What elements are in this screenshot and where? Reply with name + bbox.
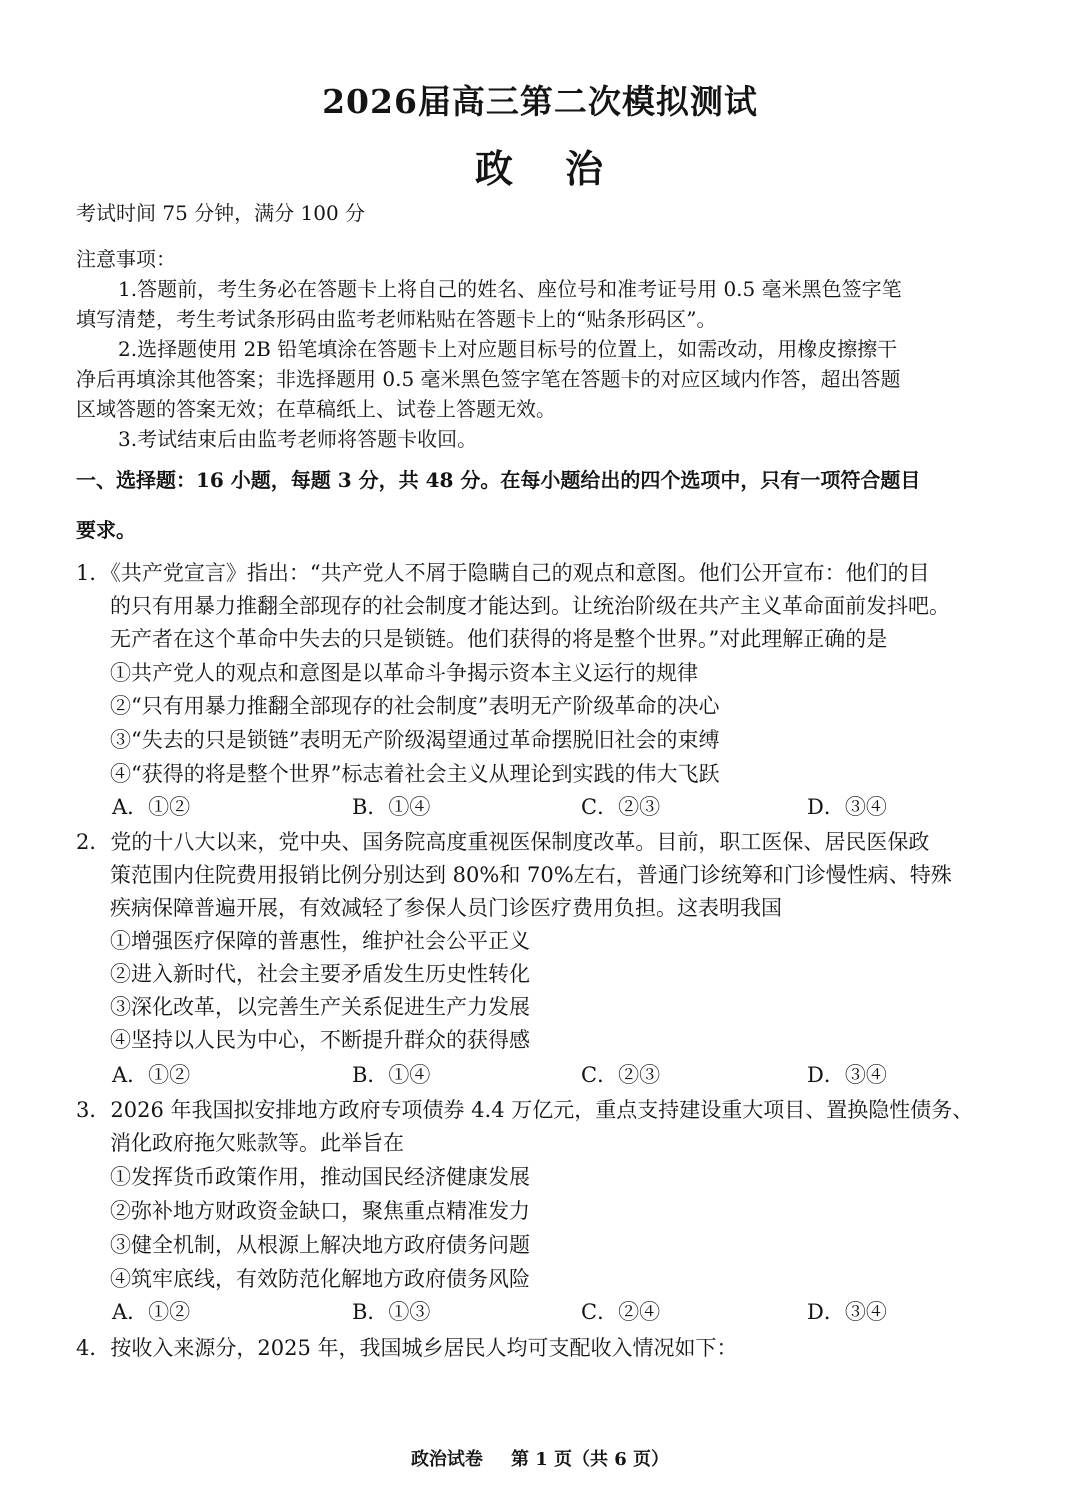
question-2-choice-c: C．②③: [581, 1063, 661, 1087]
question-1-statement: ③“失去的只是锁链”表明无产阶级渴望通过革命摆脱旧社会的束缚: [110, 728, 720, 752]
question-3-choice-c: C．②④: [581, 1300, 661, 1324]
notice-line: 2.选择题使用 2B 铅笔填涂在答题卡上对应题目标号的位置上，如需改动，用橡皮擦擦干: [118, 337, 898, 361]
question-3-statement: ④筑牢底线，有效防范化解地方政府债务风险: [110, 1267, 530, 1291]
footer-subject: 政治试卷: [410, 1449, 483, 1470]
page-footer: [0, 1445, 1080, 1471]
question-3-choice-a: A．①②: [112, 1300, 191, 1324]
question-1-choice-a: A．①②: [112, 795, 191, 819]
question-1-choice-c: C．②③: [581, 795, 661, 819]
question-2-statement: ④坚持以人民为中心，不断提升群众的获得感: [110, 1028, 530, 1052]
question-3-statement: ③健全机制，从根源上解决地方政府债务问题: [110, 1233, 530, 1257]
exam-title: 2026届高三第二次模拟测试: [322, 82, 758, 121]
subject-title-part1: 政: [474, 146, 515, 191]
notice-line: 1.答题前，考生务必在答题卡上将自己的姓名、座位号和准考证号用 0.5 毫米黑色签字笔: [118, 277, 902, 301]
question-1-stem: 无产者在这个革命中失去的只是锁链。他们获得的将是整个世界。”对此理解正确的是: [110, 627, 888, 651]
question-2-statement: ①增强医疗保障的普惠性，维护社会公平正义: [110, 929, 530, 953]
exam-time-info: 考试时间 75 分钟，满分 100 分: [76, 201, 366, 225]
question-3-stem: 3．2026 年我国拟安排地方政府专项债券 4.4 万亿元，重点支持建设重大项目、置换隐性债务、: [76, 1098, 974, 1122]
question-1-stem: 1．《共产党宣言》指出：“共产党人不屑于隐瞒自己的观点和意图。他们公开宣布：他们的目: [76, 561, 930, 585]
notice-line: 净后再填涂其他答案；非选择题用 0.5 毫米黑色签字笔在答题卡的对应区域内作答，超出答题: [76, 367, 901, 391]
question-2-stem: 疾病保障普遍开展，有效减轻了参保人员门诊医疗费用负担。这表明我国: [110, 896, 782, 920]
subject-title: [0, 138, 1080, 193]
question-2-choice-a: A．①②: [112, 1063, 191, 1087]
footer-page-number: 第 1 页（共 6 页）: [510, 1449, 670, 1470]
section-heading-continued: 要求。: [76, 518, 136, 542]
question-1-choice-b: B．①④: [352, 795, 431, 819]
question-1-statement: ④“获得的将是整个世界”标志着社会主义从理论到实践的伟大飞跃: [110, 762, 720, 786]
question-2-choice-d: D．③④: [807, 1063, 887, 1087]
notice-line: 区域答题的答案无效；在草稿纸上、试卷上答题无效。: [76, 397, 556, 421]
notice-heading: 注意事项：: [76, 247, 176, 271]
subject-title-part2: 治: [565, 146, 606, 191]
question-2-choice-b: B．①④: [352, 1063, 431, 1087]
question-1-stem: 的只有用暴力推翻全部现存的社会制度才能达到。让统治阶级在共产主义革命面前发抖吧。: [110, 594, 950, 618]
notice-line: 3.考试结束后由监考老师将答题卡收回。: [118, 427, 478, 451]
section-heading: 一、选择题：16 小题，每题 3 分，共 48 分。在每小题给出的四个选项中，只有一项符合题目: [76, 468, 921, 492]
question-3-choice-b: B．①③: [352, 1300, 431, 1324]
question-4-stem: 4．按收入来源分，2025 年，我国城乡居民人均可支配收入情况如下：: [76, 1336, 738, 1360]
question-3-statement: ①发挥货币政策作用，推动国民经济健康发展: [110, 1165, 530, 1189]
question-2-stem: 策范围内住院费用报销比例分别达到 80%和 70%左右，普通门诊统筹和门诊慢性病、特殊: [110, 863, 952, 887]
question-2-stem: 2．党的十八大以来，党中央、国务院高度重视医保制度改革。目前，职工医保、居民医保政: [76, 830, 930, 854]
question-1-statement: ②“只有用暴力推翻全部现存的社会制度”表明无产阶级革命的决心: [110, 694, 720, 718]
question-1-statement: ①共产党人的观点和意图是以革命斗争揭示资本主义运行的规律: [110, 661, 698, 685]
question-2-statement: ③深化改革，以完善生产关系促进生产力发展: [110, 995, 530, 1019]
question-3-stem: 消化政府拖欠账款等。此举旨在: [110, 1131, 404, 1155]
question-2-statement: ②进入新时代，社会主要矛盾发生历史性转化: [110, 962, 530, 986]
question-3-choice-d: D．③④: [807, 1300, 887, 1324]
question-1-choice-d: D．③④: [807, 795, 887, 819]
notice-line: 填写清楚，考生考试条形码由监考老师粘贴在答题卡上的“贴条形码区”。: [76, 307, 717, 331]
question-3-statement: ②弥补地方财政资金缺口，聚焦重点精准发力: [110, 1199, 530, 1223]
